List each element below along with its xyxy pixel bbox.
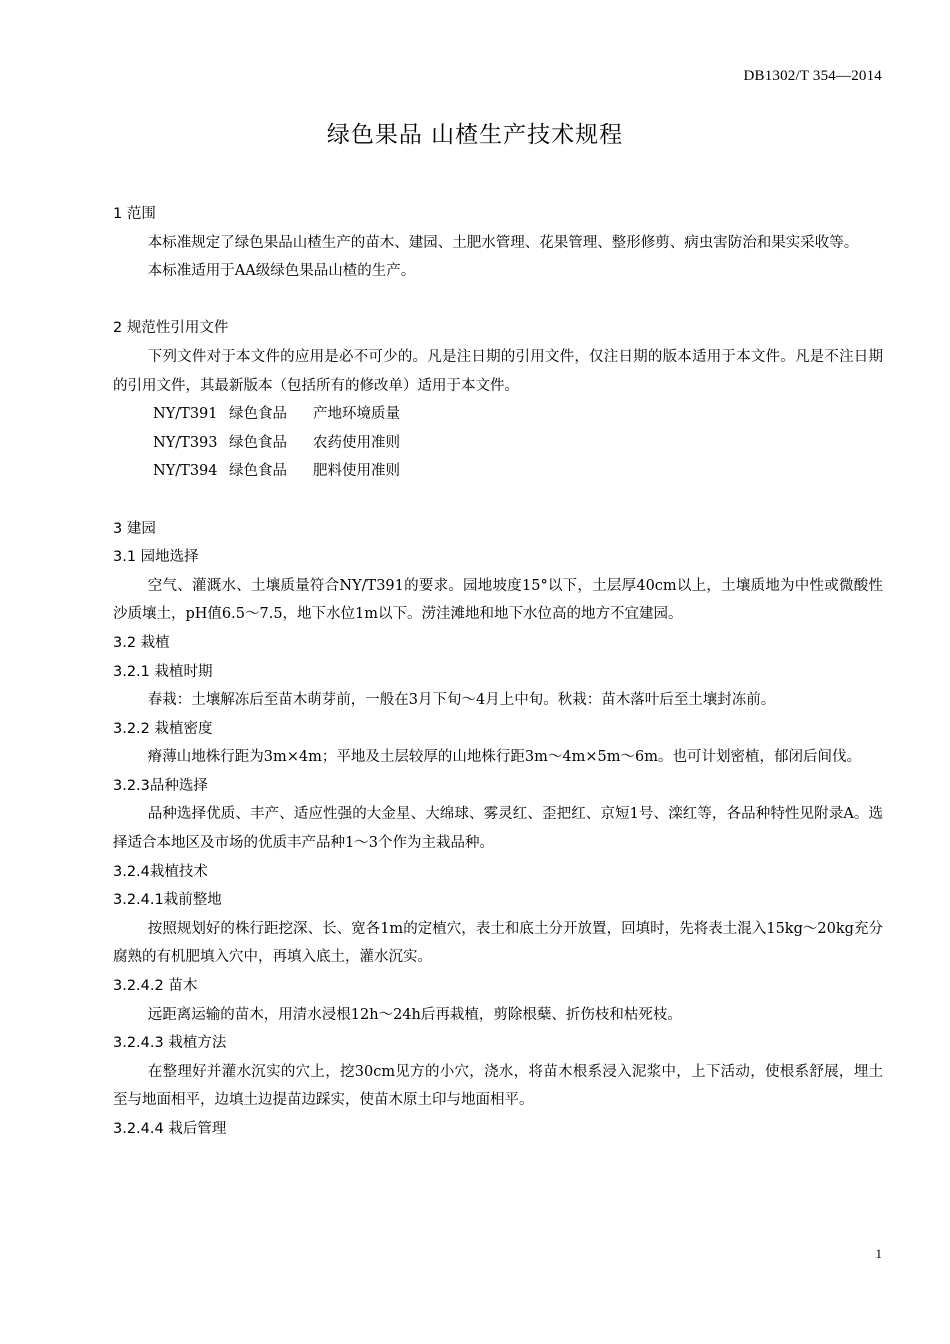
section-3-2-4-2-paragraph: 远距离运输的苗木，用清水浸根12h～24h后再栽植，剪除根蘖、折伤枝和枯死枝。 — [147, 1006, 682, 1023]
reference-code: NY/T394 — [153, 463, 218, 480]
page-number: 1 — [875, 1246, 882, 1261]
standard-code: DB1302/T 354—2014 — [743, 68, 882, 84]
section-3-2-1-heading: 3.2.1 栽植时期 — [113, 663, 213, 680]
section-2-heading: 2 规范性引用文件 — [113, 320, 229, 337]
section-3-2-4-4-heading: 3.2.4.4 栽后管理 — [113, 1121, 227, 1137]
reference-category: 绿色食品 — [229, 463, 287, 480]
reference-name: 农药使用准则 — [313, 434, 400, 451]
reference-name: 肥料使用准则 — [313, 463, 400, 480]
section-3-2-3-heading: 3.2.3品种选择 — [113, 777, 208, 794]
reference-code: NY/T393 — [153, 434, 218, 451]
section-3-2-2-paragraph: 瘠薄山地株行距为3m×4m；平地及土层较厚的山地株行距3m～4m×5m～6m。也可计划密植，郁闭后间伐。 — [147, 749, 861, 766]
section-3-2-4-3-heading: 3.2.4.3 栽植方法 — [113, 1035, 227, 1052]
section-2-paragraph-1: 下列文件对于本文件的应用是必不可少的。凡是注日期的引用文件，仅注日期的版本适用于本文件。凡是不注日期的引用文件，其最新版本（包括所有的修改单）适用于本文件。 — [113, 348, 883, 394]
section-3-2-4-2-heading: 3.2.4.2 苗木 — [113, 978, 198, 995]
section-3-2-4-3-paragraph: 在整理好并灌水沉实的穴上，挖30cm见方的小穴，浇水，将苗木根系浸入泥浆中，上下活动，使根系舒展，埋土至与地面相平，边填土边提苗边踩实，使苗木原土印与地面相平。 — [113, 1063, 883, 1109]
section-1-paragraph-2: 本标准适用于AA级绿色果品山楂的生产。 — [147, 263, 416, 280]
section-1-paragraph-1: 本标准规定了绿色果品山楂生产的苗木、建园、土肥水管理、花果管理、整形修剪、病虫害防治和果实采收等。 — [147, 234, 859, 251]
section-3-2-2-heading: 3.2.2 栽植密度 — [113, 720, 213, 737]
section-1-heading: 1 范围 — [113, 206, 156, 222]
section-3-2-1-paragraph: 春栽：土壤解冻后至苗木萌芽前，一般在3月下旬～4月上中旬。秋栽：苗木落叶后至土壤封冻前。 — [147, 692, 776, 709]
reference-item — [113, 457, 883, 486]
section-3-2-heading: 3.2 栽植 — [113, 634, 170, 651]
reference-name: 产地环境质量 — [313, 406, 400, 423]
document-title: 绿色果品 山楂生产技术规程 — [326, 122, 624, 148]
reference-item — [113, 400, 883, 429]
reference-category: 绿色食品 — [229, 406, 287, 423]
section-3-2-3-paragraph: 品种选择优质、丰产、适应性强的大金星、大绵球、雾灵红、歪把红、京短1号、滦红等，各品种特性见附录A。选择适合本地区及市场的优质丰产品种1～3个作为主栽品种。 — [113, 806, 883, 852]
section-3-1-paragraph: 空气、灌溉水、土壤质量符合NY/T391的要求。园地坡度15°以下，土层厚40cm以上，土壤质地为中性或微酸性沙质壤土，pH值6.5～7.5，地下水位1m以下。涝洼滩地和地下水位高的地方不宜建园。 — [113, 577, 883, 623]
section-3-2-4-heading: 3.2.4栽植技术 — [113, 863, 208, 880]
section-3-2-4-1-paragraph: 按照规划好的株行距挖深、长、宽各1m的定植穴，表土和底土分开放置，回填时，先将表土混入15kg～20kg充分腐熟的有机肥填入穴中，再填入底土，灌水沉实。 — [113, 920, 883, 966]
reference-item — [113, 429, 883, 458]
section-3-2-4-1-heading: 3.2.4.1栽前整地 — [113, 892, 222, 909]
section-3-heading: 3 建园 — [113, 520, 156, 537]
reference-code: NY/T391 — [153, 406, 218, 423]
reference-category: 绿色食品 — [229, 434, 287, 451]
section-3-1-heading: 3.1 园地选择 — [113, 549, 199, 566]
document-body — [113, 200, 883, 1144]
